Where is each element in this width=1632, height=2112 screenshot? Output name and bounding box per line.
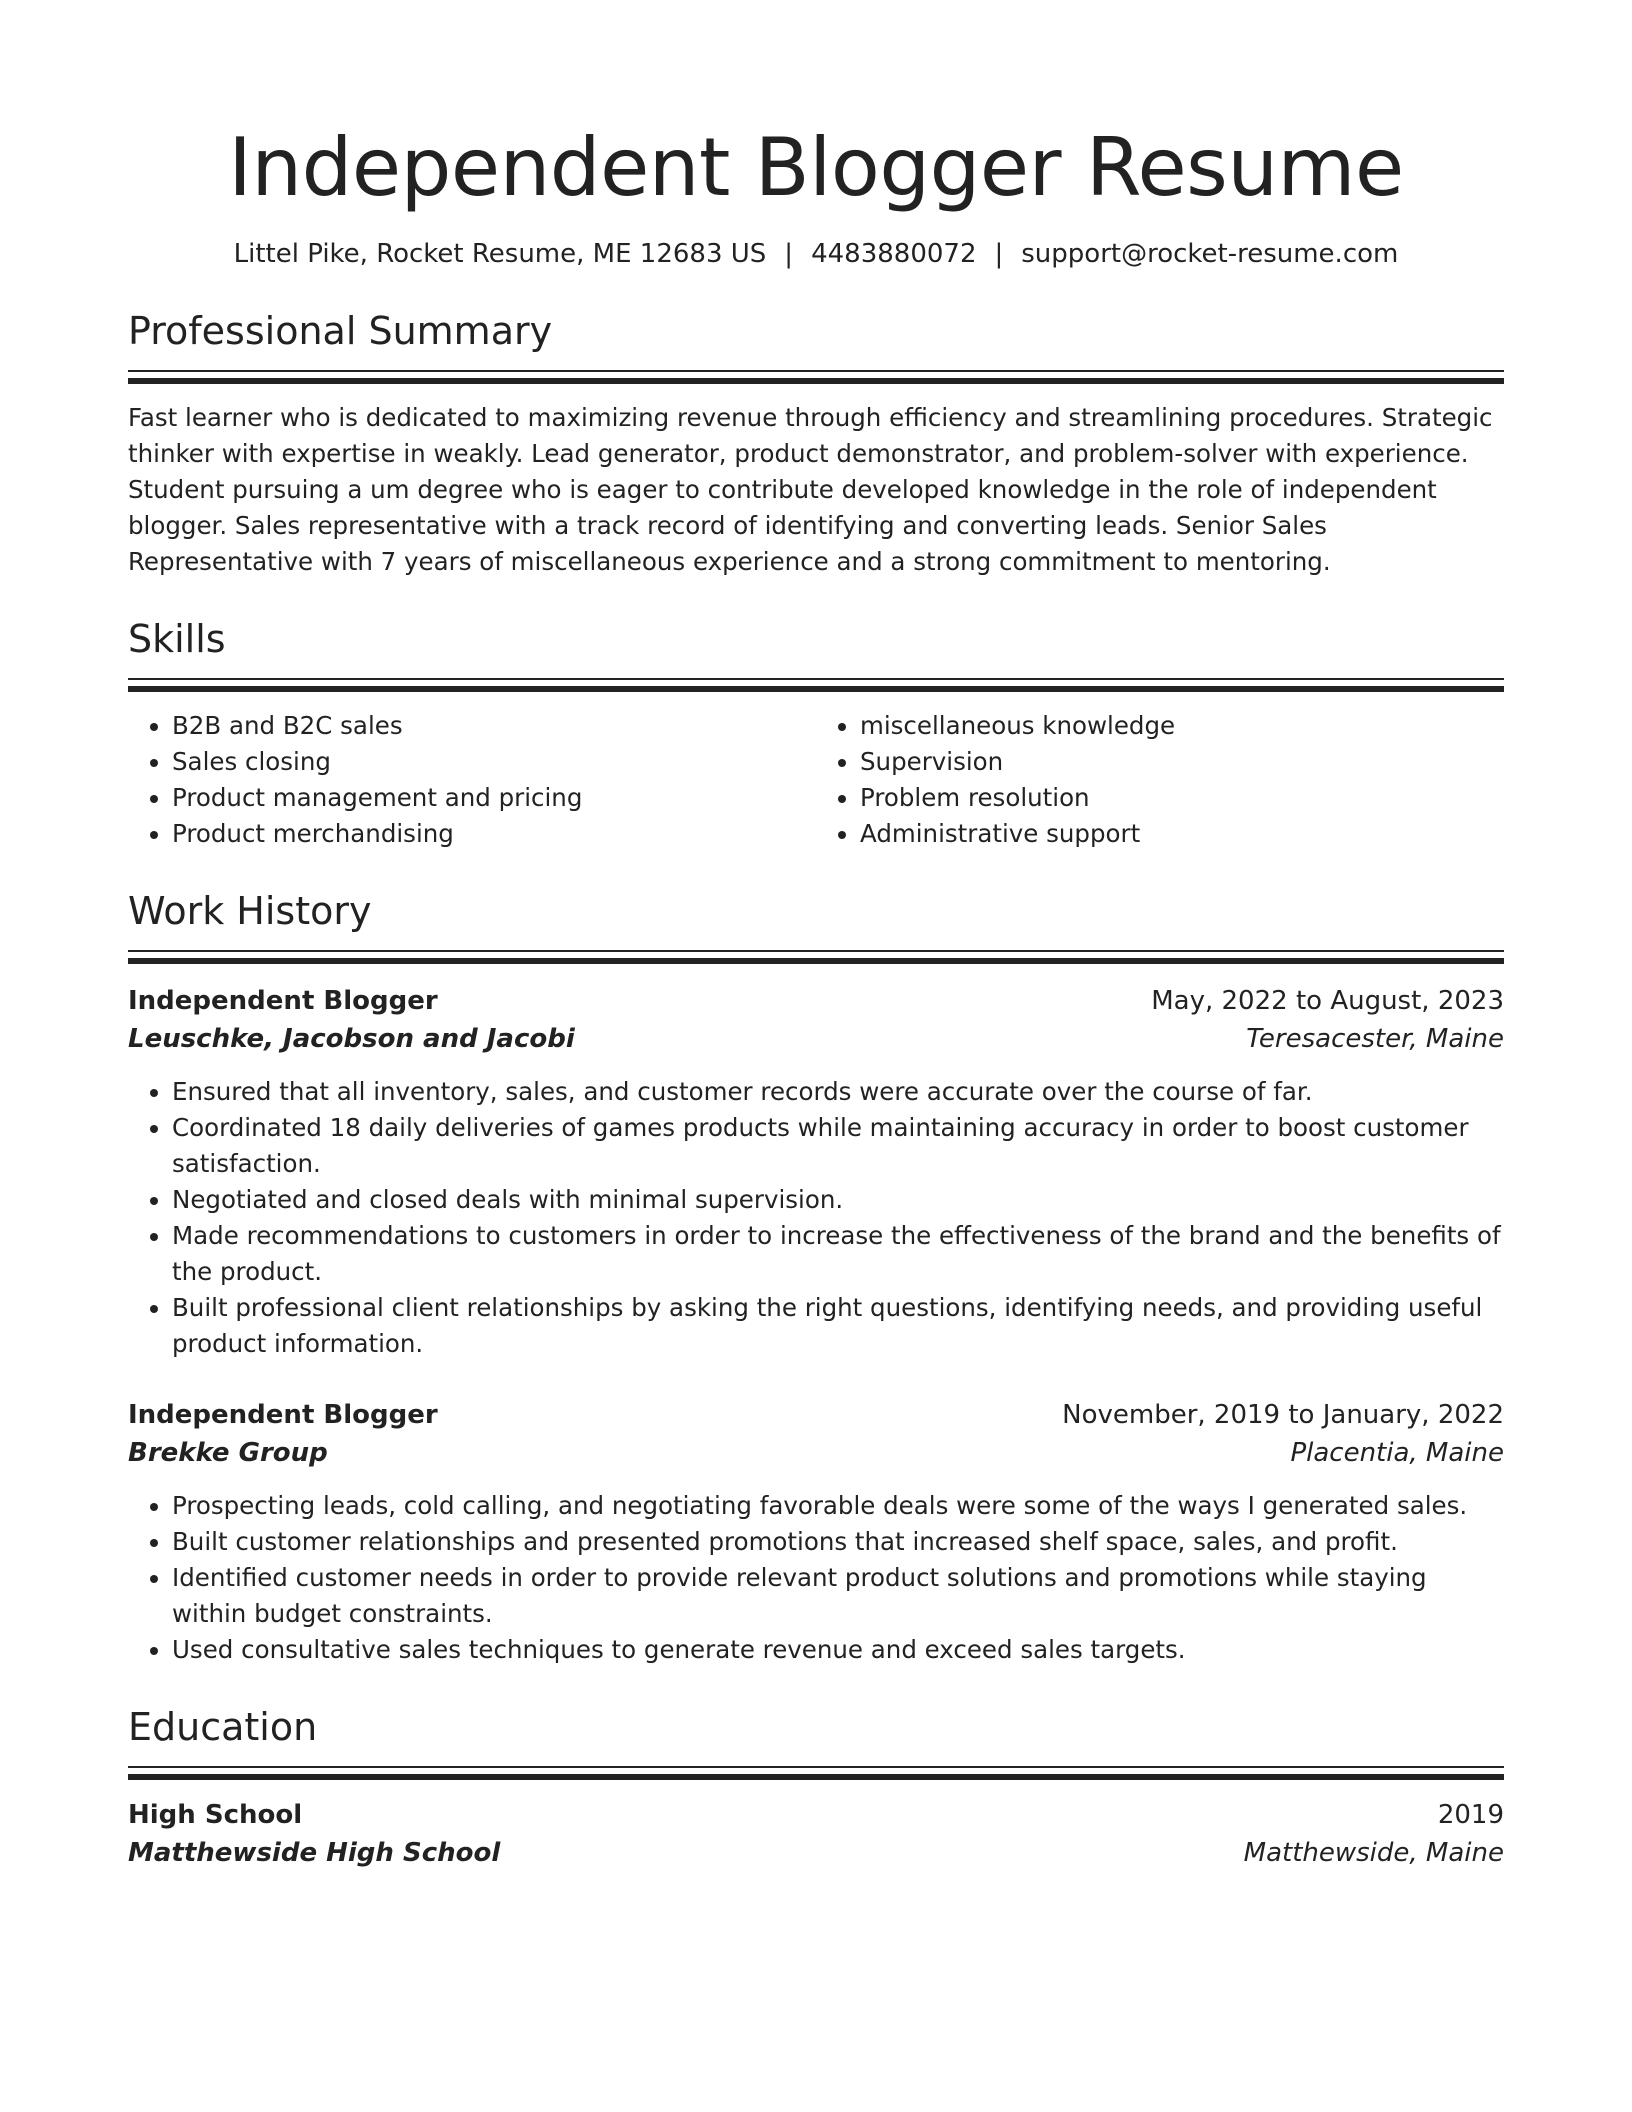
job-title: Independent Blogger: [128, 986, 438, 1016]
contact-line: [128, 236, 1504, 272]
job-location: Teresacester, Maine: [1246, 1024, 1504, 1054]
job-bullet: • Coordinated 18 daily deliveries of games products while maintaining accuracy in order to boost customer satisfaction.: [172, 1110, 1504, 1182]
phone: 4483880072: [811, 239, 977, 269]
job-bullets: [128, 1488, 1504, 1668]
job-bullet: • Used consultative sales techniques to generate revenue and exceed sales targets.: [172, 1632, 1504, 1668]
job-bullet: • Identified customer needs in order to provide relevant product solutions and promotions while staying within budget constraints.: [172, 1560, 1504, 1632]
job-entry: [128, 982, 1504, 1362]
skill-item: • miscellaneous knowledge: [860, 708, 1504, 744]
job-dates: November, 2019 to January, 2022: [1062, 1400, 1504, 1430]
summary-section: [128, 306, 1504, 580]
section-title: Work History: [128, 889, 372, 933]
skill-item: • B2B and B2C sales: [172, 708, 816, 744]
work-history-section: [128, 886, 1504, 1668]
section-divider: [128, 370, 1504, 384]
skill-item: • Administrative support: [860, 816, 1504, 852]
job-bullet: • Built customer relationships and presented promotions that increased shelf space, sales, and profit.: [172, 1524, 1504, 1560]
job-bullet: • Made recommendations to customers in order to increase the effectiveness of the brand and the benefits of the product.: [172, 1218, 1504, 1290]
email: support@rocket-resume.com: [1021, 239, 1399, 269]
job-entry: [128, 1396, 1504, 1668]
skills-column-left: [128, 708, 816, 852]
education-section: [128, 1702, 1504, 1872]
section-title: Professional Summary: [128, 309, 553, 353]
skills-section: [128, 614, 1504, 852]
degree: High School: [128, 1800, 303, 1830]
section-title: Skills: [128, 617, 226, 661]
separator: |: [994, 239, 1004, 269]
resume-title: Independent Blogger Resume: [228, 121, 1404, 214]
section-title: Education: [128, 1705, 318, 1749]
school-location: Matthewside, Maine: [1243, 1838, 1504, 1868]
job-bullets: [128, 1074, 1504, 1362]
skill-item: • Problem resolution: [860, 780, 1504, 816]
skills-list: [128, 708, 1504, 852]
job-title: Independent Blogger: [128, 1400, 438, 1430]
job-dates: May, 2022 to August, 2023: [1151, 986, 1504, 1016]
skill-item: • Product merchandising: [172, 816, 816, 852]
job-location: Placentia, Maine: [1290, 1438, 1504, 1468]
resume-page: [128, 118, 1504, 1872]
company-name: Brekke Group: [128, 1438, 328, 1468]
skills-column-right: [816, 708, 1504, 852]
summary-text: Fast learner who is dedicated to maximizing revenue through efficiency and streamlining procedures. Strategic thinker with expertise in weakly. Lead generator, product demonstrator, and problem-solver with experience. Student pursuing a um degree who is eager to contribute developed knowledge in the role of independent blogger. Sales representative with a track record of identifying and converting leads. Senior Sales Representative with 7 years of miscellaneous experience and a strong commitment to mentoring.: [128, 403, 1493, 576]
graduation-year: 2019: [1437, 1800, 1504, 1830]
school-name: Matthewside High School: [128, 1838, 501, 1868]
skill-item: • Sales closing: [172, 744, 816, 780]
job-bullet: • Built professional client relationships by asking the right questions, identifying needs, and providing useful product information.: [172, 1290, 1504, 1362]
skill-item: • Supervision: [860, 744, 1504, 780]
section-divider: [128, 678, 1504, 692]
job-bullet: • Negotiated and closed deals with minimal supervision.: [172, 1182, 1504, 1218]
section-divider: [128, 1766, 1504, 1780]
skill-item: • Product management and pricing: [172, 780, 816, 816]
section-divider: [128, 950, 1504, 964]
education-entry: [128, 1796, 1504, 1872]
company-name: Leuschke, Jacobson and Jacobi: [128, 1024, 575, 1054]
job-bullet: • Ensured that all inventory, sales, and customer records were accurate over the course of far.: [172, 1074, 1504, 1110]
separator: |: [784, 239, 794, 269]
job-bullet: • Prospecting leads, cold calling, and negotiating favorable deals were some of the ways I generated sales.: [172, 1488, 1504, 1524]
address: Littel Pike, Rocket Resume, ME 12683 US: [233, 239, 767, 269]
